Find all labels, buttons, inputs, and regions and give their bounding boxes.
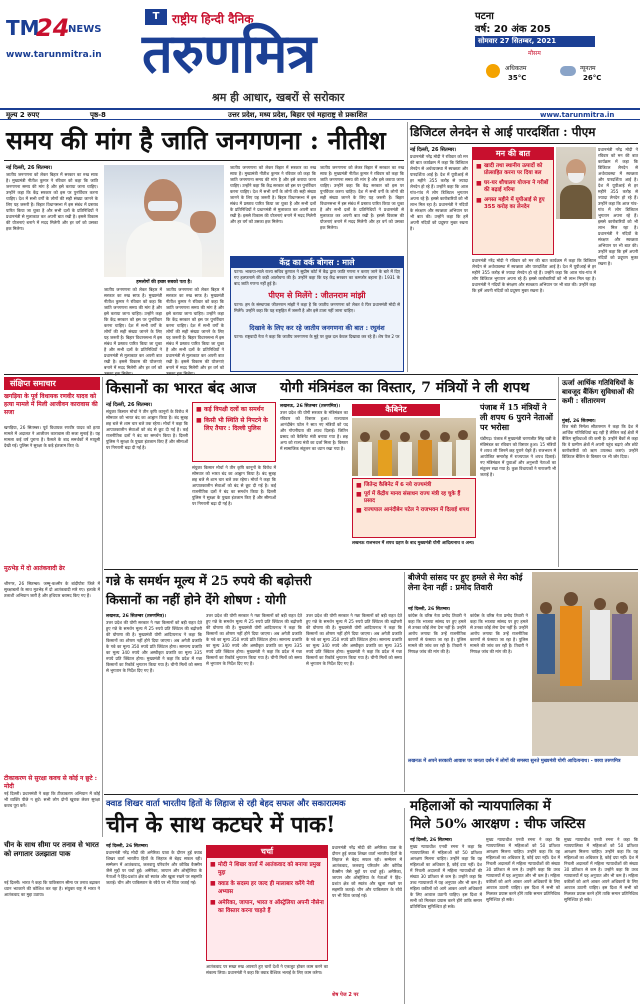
- sidebar-story2-body: श्रीनगर, 26 सितम्बर। जम्मू-कश्मीर के बांदीपोरा जिले में सुरक्षाबलों के साथ मुठभेड़ में दो आतंकवादी मारे गए। इलाके में तलाशी अभियान जारी है और हथियार बरामद किए गए हैं।: [4, 581, 100, 598]
- sidebar-story3-body: नई दिल्ली। प्रधानमंत्री ने कहा कि टीकाकरण अभियान में कोई भी व्यक्ति पीछे न छूटे। सभी लोग दोनों खुराक लेकर सुरक्षा कवच पूरा करें।: [4, 791, 100, 808]
- quad-box-item: ■ क्वाड के सदस्य हर जल्द ही मालाबार करेंगे नेवी अभ्यास: [210, 880, 324, 896]
- lead-body-col4: जातीय जनगणना को लेकर बिहार में सरकार का रुख साफ है। मुख्यमंत्री नीतीश कुमार ने रविवार को कहा कि जाति जनगणना समय की मांग है और इसे कराया जाना चाहिए। उन्होंने कहा कि केंद्र सरकार को इस पर पुनर्विचार करना चाहिए। देश में सभी वर्गों के लोगों की सही संख्या जानने के लिए यह जरूरी है। बिहार विधानसभा में इस संबंध में प्रस्ताव पारित किया जा चुका है और सभी दलों के प्रतिनिधियों ने प्रधानमंत्री से मुलाकात कर अपनी बात रखी है। इससे विकास की योजनाएं बनाने में मदद मिलेगी और हर वर्ग को उसका हक मिलेगा।: [230, 165, 316, 224]
- quad-body-col3: प्रधानमंत्री नरेंद्र मोदी की अमेरिका यात्रा के दौरान हुई क्वाड शिखर वार्ता भारतीय हितों के लिहाज से बेहद सफल रही। सम्मेलन में आतंकवाद, जलवायु परिवर्तन और कोविड वैक्सीन जैसे मुद्दों पर चर्चा हुई। अमेरिका, जापान और ऑस्ट्रेलिया के नेताओं ने हिंद-प्रशांत क्षेत्र को स्वतंत्र और खुला रखने पर सहमति जताई। चीन और पाकिस्तान के रवैये पर भी चिंता जताई गई।: [332, 845, 402, 898]
- farmers-box-item: ■ कई विपक्षी दलों का समर्थन: [196, 406, 272, 414]
- sitharaman-dateline: मुंबई, 26 सितम्बर।: [562, 419, 596, 424]
- quad-box-title: चर्चा: [207, 846, 327, 858]
- farmers-body-col2: संयुक्त किसान मोर्चा ने तीन कृषि कानूनों के विरोध में सोमवार को भारत बंद का आह्वान किया है। बंद सुबह छह बजे से शाम चार बजे तक रहेगा। मोर्चा ने कहा कि आपातकालीन सेवाओं को बंद से छूट दी गई है। कई राजनीतिक दलों ने बंद का समर्थन किया है। दिल्ली पुलिस ने सुरक्षा के पुख्ता इंतजाम किए हैं और सीमाओं पर निगरानी बढ़ा दी गई है।: [192, 465, 276, 506]
- sidebar-title: संक्षिप्त समाचार: [4, 377, 100, 390]
- lead-body-col1: जातीय जनगणना को लेकर बिहार में सरकार का रुख साफ है। मुख्यमंत्री नीतीश कुमार ने रविवार को कहा कि जाति जनगणना समय की मांग है और इसे कराया जाना चाहिए। उन्होंने कहा कि केंद्र सरकार को इस पर पुनर्विचार करना चाहिए। देश में सभी वर्गों के लोगों की सही संख्या जानने के लिए यह जरूरी है। बिहार विधानसभा में इस संबंध में प्रस्ताव पारित किया जा चुका है और सभी दलों के प्रतिनिधियों ने प्रधानमंत्री से मुलाकात कर अपनी बात रखी है। इससे विकास की योजनाएं बनाने में मदद मिलेगी और हर वर्ग को उसका हक मिलेगा।: [6, 172, 98, 231]
- motto: श्रम ही आधार, खबरों से सरोकार: [212, 91, 345, 104]
- farmers-box: [192, 402, 276, 462]
- yogi-photo-caption: लखनऊ में अपने सरकारी आवास पर जनता दर्शन में लोगों की समस्या सुनते मुख्यमंत्री योगी आदित्यनाथ। - छाया तरुणमित्र: [408, 759, 621, 764]
- digital-body-col2: प्रधानमंत्री नरेंद्र मोदी ने रविवार को मन की बात कार्यक्रम में कहा कि डिजिटल लेनदेन से अर्थव्यवस्था में स्वच्छता और पारदर्शिता आई है। देश में यूपीआई से हर महीने 355 करोड़ से ज्यादा लेनदेन हो रहे हैं। उन्होंने कहा कि आज गांव-गांव में लोग डिजिटल भुगतान अपना रहे हैं। इससे कारोबारियों को भी लाभ मिल रहा है। प्रधानमंत्री ने नदियों के संरक्षण और स्वच्छता अभियान पर भी बात की। उन्होंने कहा कि हमें अपनी नदियों को प्रदूषण मुक्त रखना है।: [472, 258, 596, 293]
- cabinet-box-item: ■ पूर्व में केंद्रीय मानव संसाधन राज्य मंत्री रह चुके हैं प्रसाद: [356, 491, 472, 505]
- website-left[interactable]: www.tarunmitra.in: [6, 50, 102, 60]
- website-right[interactable]: www.tarunmitra.in: [540, 111, 615, 119]
- weather-max: 35°C: [508, 74, 527, 82]
- cabinet-box-item: ■ जितेन्द्र कैबिनेट में 6 नये राज्यमंत्री: [356, 482, 472, 489]
- male-box: [230, 256, 404, 372]
- lead-body-col3: जातीय जनगणना को लेकर बिहार में सरकार का रुख साफ है। मुख्यमंत्री नीतीश कुमार ने रविवार को कहा कि जाति जनगणना समय की मांग है और इसे कराया जाना चाहिए। उन्होंने कहा कि केंद्र सरकार को इस पर पुनर्विचार करना चाहिए। देश में सभी वर्गों के लोगों की सही संख्या जानने के लिए यह जरूरी है। बिहार विधानसभा में इस संबंध में प्रस्ताव पारित किया जा चुका है और सभी दलों के प्रतिनिधियों ने प्रधानमंत्री से मुलाकात कर अपनी बात रखी है। इससे विकास की योजनाएं बनाने में मदद मिलेगी और हर वर्ग को: [166, 287, 224, 370]
- logo-prefix: TM: [6, 16, 40, 40]
- cabinet-photo-caption: लखनऊ राजभवन में शपथ ग्रहण के बाद मुख्यमंत्री योगी आदित्यनाथ व अन्य।: [352, 541, 475, 546]
- farmers-box-item: ■ किसी भी स्थिति से निपटने के लिए तैयार : दिल्ली पुलिस: [196, 417, 272, 433]
- cabinet-body-col1: उत्तर प्रदेश की योगी सरकार के मंत्रिमंडल का रविवार को विस्तार हुआ। राज्यपाल आनंदीबेन पटेल ने सात नए मंत्रियों को पद और गोपनीयता की शपथ दिलाई। जितिन प्रसाद को कैबिनेट मंत्री बनाया गया है। छह अन्य को राज्य मंत्री का दर्जा मिला है। विस्तार में सामाजिक संतुलन का ध्यान रखा गया है।: [280, 410, 348, 451]
- yogi-janata-photo: [532, 572, 638, 756]
- logo-number: 24: [36, 14, 70, 42]
- women-body-col3: मुख्य न्यायाधीश एनवी रमना ने कहा कि न्यायपालिका में महिलाओं को 50 प्रतिशत आरक्षण मिलना चाहिए। उन्होंने कहा कि यह महिलाओं का अधिकार है, कोई दया नहीं। देश में निचली अदालतों में महिला न्यायाधीशों की संख्या 30 प्रतिशत से कम है। उन्होंने कहा कि उच्च न्यायालयों में यह अनुपात और भी कम है। महिला वकीलों को आगे आकर अपने अधिकारों के लिए आवाज उठानी चाहिए। इस दिशा में सभी को मिलकर प्रयास करने होंगे ताकि समान प्रतिनिधित्व सुनिश्चित हो सके।: [564, 837, 638, 902]
- cabinet-dateline: लखनऊ, 26 सितम्बर (तरुणमित्र)।: [280, 404, 340, 409]
- bjp-body-col1: कांग्रेस के वरिष्ठ नेता प्रमोद तिवारी ने कहा कि भाजपा सांसद पर हुए हमले से उनका कोई लेना देना नहीं है। उन्होंने आरोप लगाया कि उन्हें राजनीतिक कारणों से फंसाया जा रहा है। पुलिस मामले की जांच कर रही है। तिवारी ने निष्पक्ष जांच की मांग की है।: [408, 613, 466, 654]
- sidebar-story1-head: खगड़िया के पूर्व विधायक रणवीर यादव को हत्या मामले में मिली आजीवन कारावास की सजा: [4, 393, 98, 416]
- lead-dateline: नई दिल्ली, 26 सितम्बर।: [6, 165, 53, 171]
- city: पटना: [475, 11, 494, 22]
- mann-ki-baat-box: [472, 147, 554, 255]
- mkb-item: ■ खादी तथा स्थानीय उत्पादों को प्रोत्साहित करना पर दिया बल: [476, 163, 550, 177]
- sitharaman-body: वित्त मंत्री निर्मला सीतारमण ने कहा कि देश में आर्थिक गतिविधियां बढ़ रही हैं लेकिन कई क्षेत्रों में बैंकिंग सुविधाओं की कमी है। उन्होंने बैंकों से कहा कि वे ग्रामीण क्षेत्रों में अपनी पहुंच बढ़ाएं और छोटे कारोबारियों को ऋण उपलब्ध कराएं। उन्होंने डिजिटल बैंकिंग के विस्तार पर भी जोर दिया।: [562, 424, 638, 459]
- sidebar-story3-head: टीकाकरण से सुरक्षा कवच से कोई न छूटे : मोदी: [4, 775, 97, 790]
- quad-body-col2: आतंकवाद पर सख्त रुख अपनाते हुए चारों देशों ने एकजुट होकर काम करने का संकल्प लिया। प्रधानमंत्री ने कहा कि क्वाड वैश्विक भलाई के लिए काम करेगा।: [206, 964, 328, 975]
- masthead: [0, 0, 640, 108]
- quad-banner: क्वाड शिखर वार्ता भारतीय हितों के लिहाज से रही बेहद सफल और सकारात्मक: [106, 798, 346, 808]
- tm24-logo[interactable]: [6, 14, 102, 44]
- volume: वर्ष: 20 अंक 205: [475, 24, 551, 35]
- cabinet-photo: [352, 418, 476, 476]
- newspaper-title: तरुणमित्र: [142, 22, 316, 85]
- women-body-col1: मुख्य न्यायाधीश एनवी रमना ने कहा कि न्यायपालिका में महिलाओं को 50 प्रतिशत आरक्षण मिलना चाहिए। उन्होंने कहा कि यह महिलाओं का अधिकार है, कोई दया नहीं। देश में निचली अदालतों में महिला न्यायाधीशों की संख्या 30 प्रतिशत से कम है। उन्होंने कहा कि उच्च न्यायालयों में यह अनुपात और भी कम है। महिला वकीलों को आगे आकर अपने अधिकारों के लिए आवाज उठानी चाहिए। इस दिशा में सभी को मिलकर प्रयास करने होंगे ताकि समान प्रतिनिधित्व सुनिश्चित हो सके।: [410, 844, 482, 909]
- sugarcane-body-col1: उत्तर प्रदेश की योगी सरकार ने गन्ना किसानों को बड़ी राहत देते हुए गन्ने के समर्थन मूल्य में 25 रुपये प्रति क्विंटल की बढ़ोत्तरी की घोषणा की है। मुख्यमंत्री योगी आदित्यनाथ ने कहा कि किसानों का शोषण नहीं होने दिया जाएगा। अब अगेती प्रजाति के गन्ने का मूल्य 350 रुपये प्रति क्विंटल होगा। सामान्य प्रजाति का मूल्य 340 रुपये और अस्वीकृत प्रजाति का मूल्य 335 रुपये प्रति क्विंटल होगा। मुख्यमंत्री ने कहा कि प्रदेश में गन्ना किसानों का रिकॉर्ड भुगतान किया गया है। चीनी मिलों को समय से भुगतान के निर्देश दिए गए हैं।: [106, 620, 202, 673]
- nitish-photo: [104, 165, 224, 277]
- sugarcane-headline-2: किसानों का नहीं होने देंगे शोषण : योगी: [106, 592, 287, 607]
- sidebar-story1-body: खगड़िया, 26 सितम्बर। पूर्व विधायक रणवीर यादव को हत्या मामले में अदालत ने आजीवन कारावास की सजा सुनाई है। यह मामला कई वर्ष पुराना है। फैसले के बाद समर्थकों में मायूसी देखी गई। पुलिस ने सुरक्षा के कड़े इंतजाम किए थे।: [4, 425, 100, 448]
- digital-body-col1: प्रधानमंत्री नरेंद्र मोदी ने रविवार को मन की बात कार्यक्रम में कहा कि डिजिटल लेनदेन से अर्थव्यवस्था में स्वच्छता और पारदर्शिता आई है। देश में यूपीआई से हर महीने 355 करोड़ से ज्यादा लेनदेन हो रहे हैं। उन्होंने कहा कि आज गांव-गांव में लोग डिजिटल भुगतान अपना रहे हैं। इससे कारोबारियों को भी लाभ मिल रहा है। प्रधानमंत्री ने नदियों के संरक्षण और स्वच्छता अभियान पर भी बात की। उन्होंने कहा कि हमें अपनी नदियों को प्रदूषण मुक्त रखना है।: [410, 154, 468, 231]
- sidebar: [4, 377, 100, 837]
- punjab-body: चंडीगढ़। पंजाब में मुख्यमंत्री चरणजीत सिंह चन्नी के मंत्रिमंडल का रविवार को विस्तार हुआ। 15 मंत्रियों ने शपथ ली जिनमें छह पुराने चेहरे हैं। राजभवन में आयोजित समारोह में राज्यपाल ने शपथ दिलाई। नए मंत्रिमंडल में युवाओं और अनुभवी नेताओं का संतुलन रखा गया है। कुछ विधायकों ने नाराजगी भी जताई है।: [480, 436, 556, 477]
- editions: उत्तर प्रदेश, मध्य प्रदेश, बिहार एवं महाराष्ट्र से प्रकाशित: [228, 111, 368, 119]
- male-box-body: पटना। भाकपा-माले राज्य सचिव कुणाल ने सुप्रीम कोर्ट में केंद्र द्वारा जाति गणना न कराए जाने के बारे में दिए गए हलफनामे की कड़ी आलोचना की है। उन्होंने कहा कि यह केंद्र सरकार का कमजोर बहाना है। 1931 के बाद जाति गणना नहीं हुई है।: [234, 269, 400, 286]
- modi-photo: [556, 147, 596, 219]
- lead-body-col5: जातीय जनगणना को लेकर बिहार में सरकार का रुख साफ है। मुख्यमंत्री नीतीश कुमार ने रविवार को कहा कि जाति जनगणना समय की मांग है और इसे कराया जाना चाहिए। उन्होंने कहा कि केंद्र सरकार को इस पर पुनर्विचार करना चाहिए। देश में सभी वर्गों के लोगों की सही संख्या जानने के लिए यह जरूरी है। बिहार विधानसभा में इस संबंध में प्रस्ताव पारित किया जा चुका है और सभी दलों के प्रतिनिधियों ने प्रधानमंत्री से मुलाकात कर अपनी बात रखी है। इससे विकास की योजनाएं बनाने में मदद मिलेगी और हर वर्ग को उसका हक मिलेगा।: [320, 165, 404, 230]
- cabinet-badge: कैबिनेट: [352, 404, 440, 416]
- weather-max-label: अधिकतम: [505, 65, 527, 72]
- weather-min: 26°C: [583, 74, 602, 82]
- digital-body-col3: प्रधानमंत्री नरेंद्र मोदी ने रविवार को मन की बात कार्यक्रम में कहा कि डिजिटल लेनदेन से अर्थव्यवस्था में स्वच्छता और पारदर्शिता आई है। देश में यूपीआई से हर महीने 355 करोड़ से ज्यादा लेनदेन हो रहे हैं। उन्होंने कहा कि आज गांव-गांव में लोग डिजिटल भुगतान अपना रहे हैं। इससे कारोबारियों को भी लाभ मिल रहा है। प्रधानमंत्री ने नदियों के संरक्षण और स्वच्छता अभियान पर भी बात की। उन्होंने कहा कि हमें अपनी नदियों को प्रदूषण मुक्त रखना है।: [598, 147, 638, 266]
- sugarcane-body-col3: उत्तर प्रदेश की योगी सरकार ने गन्ना किसानों को बड़ी राहत देते हुए गन्ने के समर्थन मूल्य में 25 रुपये प्रति क्विंटल की बढ़ोत्तरी की घोषणा की है। मुख्यमंत्री योगी आदित्यनाथ ने कहा कि किसानों का शोषण नहीं होने दिया जाएगा। अब अगेती प्रजाति के गन्ने का मूल्य 350 रुपये प्रति क्विंटल होगा। सामान्य प्रजाति का मूल्य 340 रुपये और अस्वीकृत प्रजाति का मूल्य 335 रुपये प्रति क्विंटल होगा। मुख्यमंत्री ने कहा कि प्रदेश में गन्ना किसानों का रिकॉर्ड भुगतान किया गया है। चीनी मिलों को समय से भुगतान के निर्देश दिए गए हैं।: [306, 613, 402, 666]
- bjp-dateline: नई दिल्ली, 26 सितम्बर।: [408, 607, 451, 612]
- page-count: पृष्ठ-8: [90, 111, 106, 119]
- tm-emblem-icon: T: [145, 9, 167, 25]
- price: मूल्य 2 रुपए: [6, 111, 40, 119]
- women-body-col2: मुख्य न्यायाधीश एनवी रमना ने कहा कि न्यायपालिका में महिलाओं को 50 प्रतिशत आरक्षण मिलना चाहिए। उन्होंने कहा कि यह महिलाओं का अधिकार है, कोई दया नहीं। देश में निचली अदालतों में महिला न्यायाधीशों की संख्या 30 प्रतिशत से कम है। उन्होंने कहा कि उच्च न्यायालयों में यह अनुपात और भी कम है। महिला वकीलों को आगे आकर अपने अधिकारों के लिए आवाज उठानी चाहिए। इस दिशा में सभी को मिलकर प्रयास करने होंगे ताकि समान प्रतिनिधित्व सुनिश्चित हो सके।: [486, 837, 560, 902]
- sidebar-story2-head: मुठभेड़ में दो आतंकवादी ढेर: [4, 565, 65, 572]
- bjp-headline: बीजेपी सांसद पर हुए हमले से मेरा कोई लेना देना नहीं : प्रमोद तिवारी: [408, 572, 523, 592]
- quad-continued: शेष पेज 2 पर: [332, 992, 359, 998]
- sitharaman-headline: ऊर्जा आर्थिक गतिविधियों के बावजूद बैंकिंग सुविधाओं की कमी : सीतारमण: [562, 378, 634, 405]
- digital-dateline: नई दिल्ली, 26 सितम्बर।: [410, 147, 457, 153]
- quad-box-item: ■ अमेरिका, जापान, भारत व ऑस्ट्रेलिया अपनी नौसेना का विस्तार करना चाहते हैं: [210, 899, 324, 915]
- china-side-headline: चीन के साथ सीमा पर तनाव से भारत को लगातार उलझाता पाक: [4, 840, 99, 858]
- women-headline-1: महिलाओं को न्यायपालिका में: [410, 798, 551, 814]
- manjhi-title: पीएम से मिलेंगे : जीतनराम मांझी: [268, 291, 366, 300]
- farmers-headline: किसानों का भारत बंद आज: [106, 379, 257, 397]
- logo-word: NEWS: [68, 24, 102, 35]
- mkb-item: ■ घर-घर शौचालय योजना ने गरीबों की बढ़ाई गरिमा: [476, 180, 550, 194]
- manjhi-body: पटना। हम के संस्थापक जीतनराम मांझी ने कहा है कि जातीय जनगणना को लेकर वे फिर प्रधानमंत्री मोदी से मिलेंगे। उन्होंने कहा कि यह राष्ट्रहित में जरूरी है और इसे टाला नहीं जाना चाहिए।: [234, 302, 400, 313]
- raghuvansh-title: दिखावे के लिए कर रहे जातीय जनगणना की बात : रघुवंश: [249, 324, 385, 332]
- mkb-item: ■ अगस्त महीने में यूपीआई से हुए 355 करोड़ का लेनदेन: [476, 197, 550, 211]
- lead-body-col2: जातीय जनगणना को लेकर बिहार में सरकार का रुख साफ है। मुख्यमंत्री नीतीश कुमार ने रविवार को कहा कि जाति जनगणना समय की मांग है और इसे कराया जाना चाहिए। उन्होंने कहा कि केंद्र सरकार को इस पर पुनर्विचार करना चाहिए। देश में सभी वर्गों के लोगों की सही संख्या जानने के लिए यह जरूरी है। बिहार विधानसभा में इस संबंध में प्रस्ताव पारित किया जा चुका है और सभी दलों के प्रतिनिधियों ने प्रधानमंत्री से मुलाकात कर अपनी बात रखी है। इससे विकास की योजनाएं बनाने में मदद मिलेगी और हर वर्ग को: [104, 287, 162, 370]
- quad-dateline: नई दिल्ली, 26 सितम्बर।: [106, 844, 149, 849]
- farmers-body-col1: संयुक्त किसान मोर्चा ने तीन कृषि कानूनों के विरोध में सोमवार को भारत बंद का आह्वान किया है। बंद सुबह छह बजे से शाम चार बजे तक रहेगा। मोर्चा ने कहा कि आपातकालीन सेवाओं को बंद से छूट दी गई है। कई राजनीतिक दलों ने बंद का समर्थन किया है। दिल्ली पुलिस ने सुरक्षा के पुख्ता इंतजाम किए हैं और सीमाओं पर निगरानी बढ़ा दी गई है।: [106, 409, 188, 450]
- cloud-icon: [560, 66, 576, 76]
- cabinet-headline: योगी मंत्रिमंडल का विस्तार, 7 मंत्रियों ने ली शपथ: [280, 380, 530, 396]
- weather-min-label: न्यूनतम: [580, 65, 596, 72]
- issue-date: सोमवार 27 सितम्बर, 2021: [475, 36, 595, 47]
- edition-strip: [0, 108, 640, 120]
- bjp-body-col2: कांग्रेस के वरिष्ठ नेता प्रमोद तिवारी ने कहा कि भाजपा सांसद पर हुए हमले से उनका कोई लेना देना नहीं है। उन्होंने आरोप लगाया कि उन्हें राजनीतिक कारणों से फंसाया जा रहा है। पुलिस मामले की जांच कर रही है। तिवारी ने निष्पक्ष जांच की मांग की है।: [470, 613, 528, 654]
- nitish-photo-caption: हमलोगों की इच्छा सबको पता है।: [136, 280, 192, 285]
- lead-headline: समय की मांग है जाति जनगणना : नीतीश: [6, 126, 386, 155]
- punjab-headline: पंजाब में 15 मंत्रियों ने ली शपथ 6 पुराने नेताओं पर भरोसा: [480, 402, 553, 432]
- cabinet-box: [352, 478, 476, 538]
- farmers-dateline: नई दिल्ली, 26 सितम्बर।: [106, 402, 153, 408]
- male-box-title: केंद्र का वर्क बोगस : माले: [231, 257, 403, 268]
- quad-headline: चीन के साथ कटघरे में पाक!: [106, 812, 336, 838]
- quad-body-col1: प्रधानमंत्री नरेंद्र मोदी की अमेरिका यात्रा के दौरान हुई क्वाड शिखर वार्ता भारतीय हितों के लिहाज से बेहद सफल रही। सम्मेलन में आतंकवाद, जलवायु परिवर्तन और कोविड वैक्सीन जैसे मुद्दों पर चर्चा हुई। अमेरिका, जापान और ऑस्ट्रेलिया के नेताओं ने हिंद-प्रशांत क्षेत्र को स्वतंत्र और खुला रखने पर सहमति जताई। चीन और पाकिस्तान के रवैये पर भी चिंता जताई गई।: [106, 850, 202, 885]
- raghuvansh-body: पटना। राष्ट्रवादी नेता ने कहा कि जातीय जनगणना के मुद्दे पर कुछ दल केवल दिखावा कर रहे हैं। शेष पेज 2 पर: [234, 334, 400, 339]
- quad-box-item: ■ मोदी ने शिखर वार्ता में आतंकवाद को बनाया प्रमुख मुद्दा: [210, 861, 324, 877]
- sugarcane-dateline: लखनऊ, 26 सितम्बर (तरुणमित्र)।: [106, 614, 166, 619]
- weather-label: मौसम: [528, 50, 541, 57]
- women-headline-2: मिले 50% आरक्षण : चीफ जस्टिस: [410, 816, 586, 832]
- sun-icon: [486, 64, 500, 78]
- sugarcane-body-col2: उत्तर प्रदेश की योगी सरकार ने गन्ना किसानों को बड़ी राहत देते हुए गन्ने के समर्थन मूल्य में 25 रुपये प्रति क्विंटल की बढ़ोत्तरी की घोषणा की है। मुख्यमंत्री योगी आदित्यनाथ ने कहा कि किसानों का शोषण नहीं होने दिया जाएगा। अब अगेती प्रजाति के गन्ने का मूल्य 350 रुपये प्रति क्विंटल होगा। सामान्य प्रजाति का मूल्य 340 रुपये और अस्वीकृत प्रजाति का मूल्य 335 रुपये प्रति क्विंटल होगा। मुख्यमंत्री ने कहा कि प्रदेश में गन्ना किसानों का रिकॉर्ड भुगतान किया गया है। चीनी मिलों को समय से भुगतान के निर्देश दिए गए हैं।: [206, 613, 302, 666]
- mann-ki-baat-title: मन की बात: [473, 148, 553, 160]
- quad-box: [206, 845, 328, 961]
- china-side-body: नई दिल्ली। भारत ने कहा कि पाकिस्तान सीमा पर तनाव बढ़ाकर ध्यान भटकाने की कोशिश कर रहा है। संयुक्त राष्ट्र में भारत ने आतंकवाद का मुद्दा उठाया।: [4, 880, 100, 897]
- cabinet-box-item: ■ राज्यपाल आनंदीबेन पटेल ने राजभवन में दिलाई शपथ: [356, 507, 472, 514]
- digital-headline: डिजिटल लेनदेन से आई पारदर्शिता : पीएम: [410, 125, 596, 139]
- tagline-top: राष्ट्रीय हिन्दी दैनिक: [172, 12, 254, 26]
- women-dateline: नई दिल्ली, 26 सितम्बर।: [410, 838, 453, 843]
- sugarcane-headline-1: गन्ने के समर्थन मूल्य में 25 रुपये की बढ़ोत्तरी: [106, 573, 312, 588]
